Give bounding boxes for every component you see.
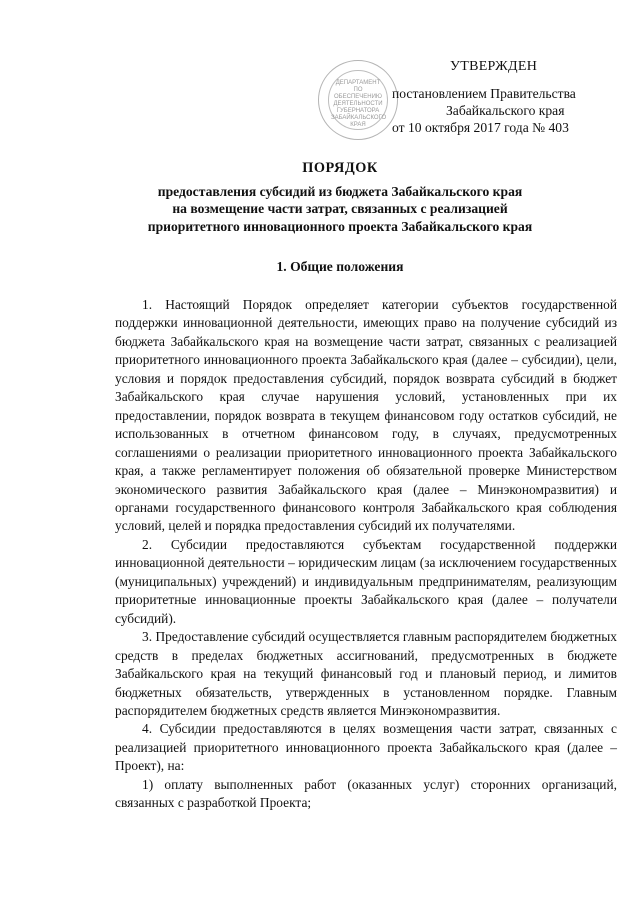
approval-heading: УТВЕРЖДЕН <box>450 59 538 74</box>
paragraph-1: 1. Настоящий Порядок определяет категории субъектов государственной поддержки инновационной деятельности, имеющих право на получение субсидий из бюджета Забайкальского края на возмещение части затрат, связанных с реализацией приоритетного инновационного проекта Забайкальского края (далее – субсидии), цели, условия и порядок предоставления субсидий, порядок возврата субсидий в бюджет Забайкальского края случае нарушения условий, установленных при их предоставлении, порядок возврата в текущем финансовом году остатков субсидий, не использованных в отчетном финансовом году, в случаях, предусмотренных соглашениями о реализации приоритетного инновационного проекта Забайкальского края, а также регламентирует положения об обязательной проверке Министерством экономического развития Забайкальского края (далее – Минэкономразвития) и органами государственного финансового контроля Забайкальского края соблюдения условий, целей и порядка предоставления субсидий их получателями. <box>115 297 617 534</box>
document-body <box>115 296 617 813</box>
title-line-2: на возмещение части затрат, связанных с реализацией <box>172 201 508 217</box>
stamp-text: ДЕПАРТАМЕНТ ПО ОБЕСПЕЧЕНИЮ ДЕЯТЕЛЬНОСТИ ГУБЕРНАТОРА ЗАБАЙКАЛЬСКОГО КРАЯ <box>331 80 387 128</box>
title-line-1: предоставления субсидий из бюджета Забайкальского края <box>157 184 523 200</box>
title-line-3: приоритетного инновационного проекта Забайкальского края <box>147 218 533 234</box>
paragraph-3: 3. Предоставление субсидий осуществляется главным распорядителем бюджетных средств в пределах бюджетных ассигнований, предусмотренных в бюджете Забайкальского края на текущий финансовый год и плановый период, и лимитов бюджетных обязательств, утвержденных в установленном порядке. Главным распорядителем бюджетных средств является Минэкономразвития. <box>115 629 617 718</box>
approval-line-3: от 10 октября 2017 года № 403 <box>392 120 569 135</box>
paragraph-2: 2. Субсидии предоставляются субъектам государственной поддержки инновационной деятельности – юридическим лицам (за исключением государственных (муниципальных) учреждений) и индивидуальным предпринимателям, реализующим приоритетные инновационные проекты Забайкальского края (далее – получатели субсидий). <box>115 536 617 626</box>
approval-line-1: постановлением Правительства <box>392 86 576 101</box>
official-stamp <box>318 60 398 140</box>
title-main: ПОРЯДОК <box>302 160 378 176</box>
document-title <box>100 160 580 235</box>
approval-block <box>392 58 622 136</box>
approval-line-2: Забайкальского края <box>446 103 565 118</box>
paragraph-4: 4. Субсидии предоставляются в целях возмещения части затрат, связанных с реализацией приоритетного инновационного проекта Забайкальского края (далее – Проект), на: <box>115 721 617 774</box>
section-heading: 1. Общие положения <box>276 259 404 274</box>
paragraph-5: 1) оплату выполненных работ (оказанных услуг) сторонних организаций, связанных с разработкой Проекта; <box>115 776 617 811</box>
